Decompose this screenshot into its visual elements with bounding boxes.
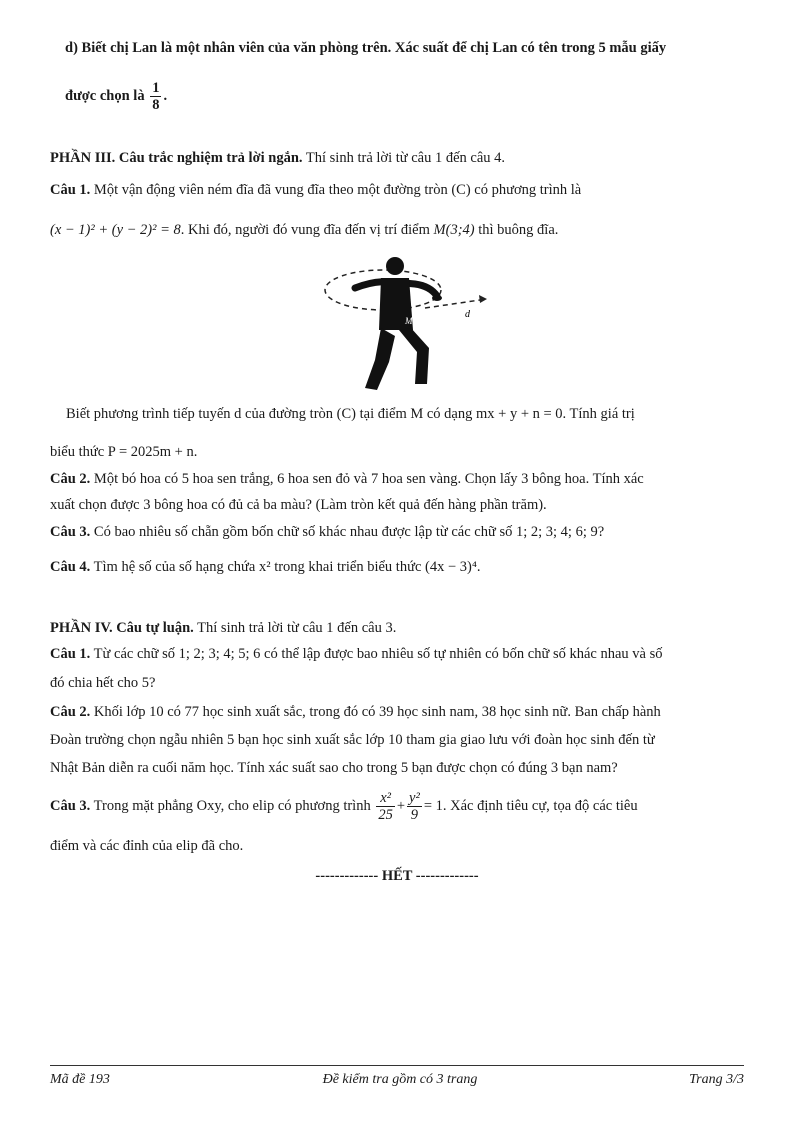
part3-q3 [50, 522, 744, 542]
part4-q2-line1 [50, 702, 744, 722]
part3-q1-line1 [50, 180, 744, 200]
part3-heading [50, 148, 744, 168]
question-text: Đoàn trường chọn ngẫu nhiên 5 bạn học sinh xuất sắc lớp 10 tham gia giao lưu với đoàn học sinh đến từ [50, 732, 655, 748]
question-label: Câu 4. [50, 559, 91, 575]
question-text: đó chia hết cho 5? [50, 675, 156, 691]
question-text: Trong mặt phẳng Oxy, cho elip có phương trình [93, 798, 371, 814]
part3-q1-line4 [50, 442, 744, 462]
question-text: điểm và các đỉnh của elip đã cho. [50, 838, 244, 854]
question-text: Một vận động viên ném đĩa đã vung đĩa theo một đường tròn (C) có phương trình là [93, 182, 582, 198]
question-text: Khối lớp 10 có 77 học sinh xuất sắc, trong đó có 39 học sinh nam, 38 học sinh nữ. Ban chấp hành [93, 704, 661, 720]
part4-heading [50, 618, 744, 638]
athlete-left-leg [365, 328, 395, 390]
part3-q2-line2 [50, 495, 744, 515]
question-label: Câu 3. [50, 798, 91, 814]
question-label: Câu 3. [50, 524, 91, 540]
question-label: Câu 1. [50, 182, 91, 198]
part3-q1-line3 [66, 404, 744, 424]
part3-q4 [50, 557, 744, 577]
part4-instruction: Thí sinh trả lời từ câu 1 đến câu 3. [197, 620, 397, 636]
fraction-numerator: x² [376, 790, 395, 807]
part4-q2-line3 [50, 758, 744, 778]
question-label: Câu 2. [50, 704, 91, 720]
part3-instruction: Thí sinh trả lời từ câu 1 đến câu 4. [305, 150, 506, 166]
question-d-line2: được chọn là $\frac{1}{8}$ . [65, 80, 168, 113]
question-d-prefix: được chọn là [65, 87, 145, 104]
part4-q1-line1 [50, 644, 744, 664]
part4-q3-line1: Câu 3. Trong mặt phẳng Oxy, cho elip có phương trình $\frac{\text{x²}}{25}$ + $\frac{\text{y²}}{9}$ = 1. Xác định tiêu cự, tọa độ các tiêu [50, 790, 638, 824]
question-text: xuất chọn được 3 bông hoa có đủ cả ba màu? (Làm tròn kết quả đến hàng phần trăm). [50, 497, 547, 513]
question-label: Câu 1. [50, 646, 91, 662]
part4-title: PHẦN IV. Câu tự luận. [50, 620, 194, 636]
part4-q2-line2 [50, 730, 744, 750]
question-text: Nhật Bản diễn ra cuối năm học. Tính xác suất sao cho trong 5 bạn được chọn có đúng 3 bạn nam? [50, 760, 618, 776]
athlete-head [386, 257, 404, 275]
point-m: M(3;4) [433, 222, 475, 238]
footer-page-info: Đề kiểm tra gồm có 3 trang [322, 1072, 478, 1087]
fraction-1-8 [150, 80, 161, 113]
question-d-text: d) Biết chị Lan là một nhân viên của văn phòng trên. Xác suất để chị Lan có tên trong 5 mẫu giấy [65, 40, 667, 56]
part3-q2-line1 [50, 469, 744, 489]
question-text: biểu thức P = 2025m + n. [50, 444, 198, 460]
circle-equation: (x − 1)² + (y − 2)² = 8 [50, 222, 181, 238]
question-label: Câu 2. [50, 471, 91, 487]
fraction-y2-9 [407, 790, 422, 823]
part3-q1-line2 [50, 220, 744, 240]
footer-exam-code: Mã đề 193 [50, 1072, 110, 1087]
question-text: . Khi đó, người đó vung đĩa đến vị trí điểm [180, 222, 430, 238]
question-text: Một bó hoa có 5 hoa sen trắng, 6 hoa sen đỏ và 7 hoa sen vàng. Chọn lấy 3 bông hoa. Tính xác [93, 471, 644, 487]
discus [432, 295, 442, 301]
part4-q3-line2 [50, 836, 744, 856]
fraction-denominator: 9 [410, 807, 419, 824]
question-text: Tìm hệ số của số hạng chứa x² trong khai triển biểu thức (4x − 3)⁴. [93, 559, 481, 575]
label-d: d [465, 309, 470, 320]
arrow-head-icon [479, 295, 487, 303]
equation-tail: = 1 [423, 798, 443, 814]
fraction-denominator: 8 [152, 97, 160, 113]
end-mark [50, 866, 744, 886]
question-text: . Xác định tiêu cự, tọa độ các tiêu [442, 798, 638, 814]
fraction-numerator: 1 [152, 80, 160, 96]
label-m: M [405, 316, 413, 326]
footer-page-number: Trang 3/3 [689, 1072, 744, 1087]
question-d-line1 [65, 38, 744, 58]
part3-title: PHẦN III. Câu trắc nghiệm trả lời ngắn. [50, 150, 303, 166]
fraction-x2-25 [376, 790, 395, 823]
question-text: Biết phương trình tiếp tuyến d của đường tròn (C) tại điểm M có dạng mx + y + n = 0. Tính giá trị [66, 406, 635, 422]
part4-q1-line2 [50, 673, 744, 693]
fraction-denominator: 25 [378, 807, 393, 824]
question-text: thì buông đĩa. [478, 222, 559, 238]
athlete-right-leg [399, 328, 429, 384]
end-mark-text: ------------- HẾT ------------- [315, 868, 479, 884]
fraction-numerator: y² [409, 790, 420, 807]
question-text: Có bao nhiêu số chẵn gồm bốn chữ số khác nhau được lập từ các chữ số 1; 2; 3; 4; 6; 9? [93, 524, 605, 540]
question-text: Từ các chữ số 1; 2; 3; 4; 5; 6 có thể lập được bao nhiêu số tự nhiên có bốn chữ số khác nhau và số [93, 646, 663, 662]
discus-thrower-figure [315, 250, 495, 395]
footer-divider [50, 1065, 744, 1066]
